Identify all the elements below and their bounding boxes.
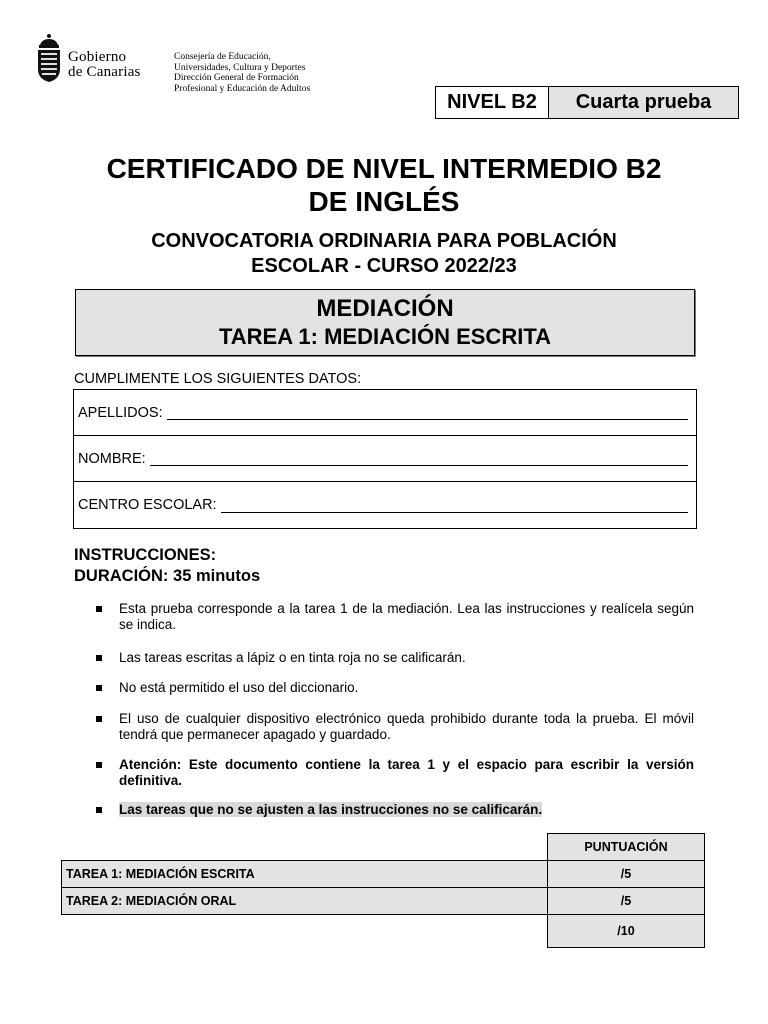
section-box bbox=[75, 289, 695, 356]
instructions-header bbox=[74, 545, 260, 587]
table-row bbox=[62, 861, 705, 888]
title-line-1: CERTIFICADO DE NIVEL INTERMEDIO B2 bbox=[106, 153, 662, 184]
logo-wordmark bbox=[68, 50, 141, 80]
surname-label: APELLIDOS: bbox=[78, 404, 163, 421]
section-name: MEDIACIÓN bbox=[316, 295, 454, 322]
dept-line: Profesional y Educación de Adultos bbox=[174, 83, 311, 94]
dept-line: Consejería de Educación, bbox=[174, 52, 271, 62]
surname-row bbox=[74, 390, 696, 436]
list-item bbox=[96, 680, 694, 696]
duration-label: DURACIÓN: bbox=[74, 567, 169, 585]
bullet-icon bbox=[96, 716, 102, 722]
instructions-heading: INSTRUCCIONES: bbox=[74, 546, 217, 564]
name-field[interactable] bbox=[150, 451, 688, 466]
total-cell: /10 bbox=[548, 915, 705, 948]
section-task: TAREA 1: MEDIACIÓN ESCRITA bbox=[218, 324, 552, 349]
level-box bbox=[435, 86, 739, 119]
task-cell: TAREA 2: MEDIACIÓN ORAL bbox=[62, 888, 548, 915]
list-item bbox=[96, 650, 694, 666]
instruction-text: No está permitido el uso del diccionario. bbox=[119, 680, 359, 695]
form-intro: CUMPLIMENTE LOS SIGUIENTES DATOS: bbox=[74, 371, 362, 387]
task-cell: TAREA 1: MEDIACIÓN ESCRITA bbox=[62, 861, 548, 888]
subtitle-line-1: CONVOCATORIA ORDINARIA PARA POBLACIÓN bbox=[151, 230, 617, 252]
score-header: PUNTUACIÓN bbox=[548, 834, 705, 861]
instruction-text: Las tareas que no se ajusten a las instrucciones no se calificarán. bbox=[119, 802, 543, 817]
list-item bbox=[96, 802, 694, 818]
instruction-text: El uso de cualquier dispositivo electrónico queda prohibido durante toda la prueba. El móvil tendrá que permanecer apagado y guardado. bbox=[119, 711, 694, 742]
instruction-text-wrap bbox=[119, 802, 694, 818]
table-cell-empty bbox=[62, 834, 548, 861]
school-field[interactable] bbox=[221, 498, 688, 513]
list-item bbox=[96, 711, 694, 742]
list-item bbox=[96, 601, 694, 632]
instruction-text: Atención: Este documento contiene la tarea 1 y el espacio para escribir la versión definitiva. bbox=[119, 757, 694, 788]
bullet-icon bbox=[96, 762, 102, 768]
dept-line: Dirección General de Formación bbox=[174, 73, 299, 83]
dept-line: Universidades, Cultura y Deportes bbox=[174, 62, 306, 73]
table-row bbox=[62, 834, 705, 861]
table-cell-empty bbox=[62, 915, 548, 948]
gobierno-canarias-crest-icon bbox=[36, 33, 62, 83]
subtitle-line-2: ESCOLAR - CURSO 2022/23 bbox=[251, 255, 517, 277]
bullet-icon bbox=[96, 685, 102, 691]
logo-line-2: de Canarias bbox=[68, 64, 141, 80]
name-row bbox=[74, 436, 696, 482]
candidate-form bbox=[73, 389, 697, 529]
instruction-text: Esta prueba corresponde a la tarea 1 de la mediación. Lea las instrucciones y realícela según se indica. bbox=[119, 601, 694, 632]
name-label: NOMBRE: bbox=[78, 450, 146, 467]
bullet-icon bbox=[96, 606, 102, 612]
duration-line bbox=[74, 566, 260, 587]
duration-value: 35 minutos bbox=[173, 567, 261, 585]
table-row bbox=[62, 915, 705, 948]
test-label: Cuarta prueba bbox=[549, 87, 738, 118]
table-row bbox=[62, 888, 705, 915]
points-cell: /5 bbox=[548, 888, 705, 915]
points-cell: /5 bbox=[548, 861, 705, 888]
instruction-text: Las tareas escritas a lápiz o en tinta roja no se calificarán. bbox=[119, 650, 466, 665]
department-block bbox=[174, 52, 310, 94]
document-title bbox=[0, 152, 768, 218]
school-label: CENTRO ESCOLAR: bbox=[78, 497, 217, 513]
school-row bbox=[74, 482, 696, 528]
surname-field[interactable] bbox=[167, 405, 688, 420]
level-label: NIVEL B2 bbox=[436, 87, 549, 118]
score-table bbox=[61, 833, 705, 948]
document-subtitle bbox=[0, 229, 768, 279]
logo-line-1: Gobierno bbox=[68, 49, 127, 65]
bullet-icon bbox=[96, 655, 102, 661]
title-line-2: DE INGLÉS bbox=[308, 186, 460, 217]
list-item bbox=[96, 757, 694, 788]
bullet-icon bbox=[96, 807, 102, 813]
